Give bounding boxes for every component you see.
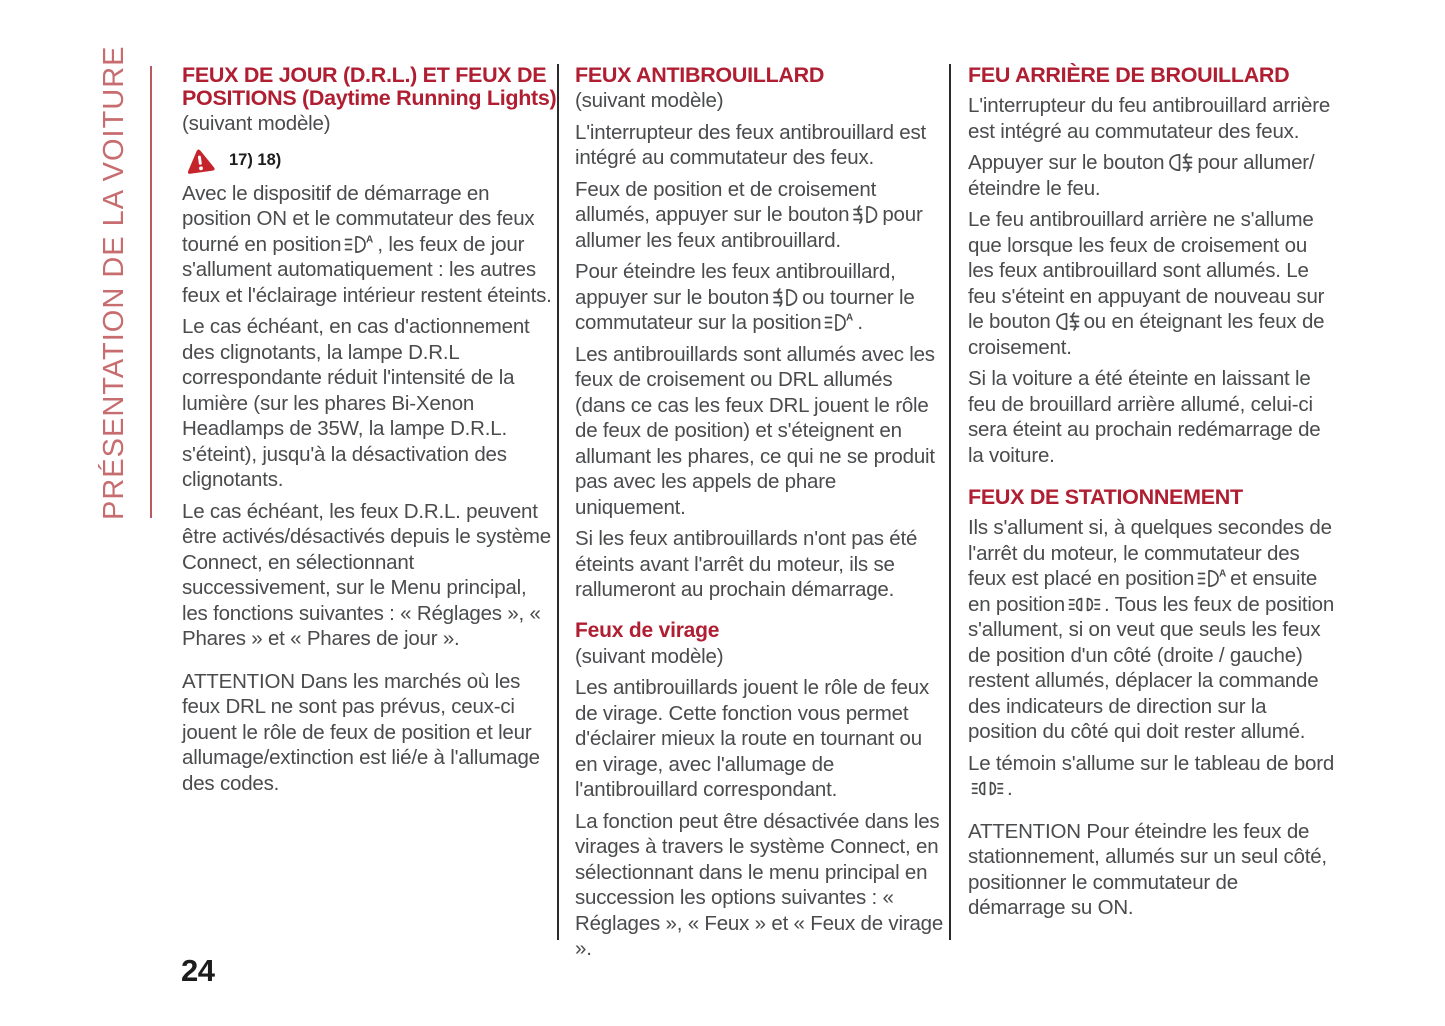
svg-text:A: A — [366, 234, 374, 245]
front-fog-icon — [852, 204, 879, 225]
sub-section-heading: Feux de virage — [575, 618, 720, 642]
section-heading-line: FEUX ANTIBROUILLARD — [575, 63, 825, 87]
paragraph: Les antibrouillards jouent le rôle de feux de virage. Cette fonction vous permet d'éclairer mieux la route en tournant ou en virage, avec l'allumage de l'antibrouillard correspondant. — [575, 676, 929, 801]
paragraph: ATTENTION Pour éteindre les feux de stationnement, allumés sur un seul côté, positionner le commutateur de démarrage su ON. — [968, 819, 1327, 919]
rear-fog-icon — [1054, 311, 1081, 332]
parking-lights-icon — [1068, 594, 1101, 615]
auto-headlight-icon — [824, 312, 854, 333]
paragraph: Avec le dispositif de démarrage en position ON et le commutateur des feux tourné en position A , les feux de jour s'allument automatiquement : les autres feux et l'éclairage intérieur restent éteints. — [182, 181, 552, 307]
svg-text:A: A — [1219, 568, 1227, 580]
auto-headlight-icon — [1197, 568, 1227, 589]
section-heading — [182, 63, 557, 110]
rear-fog-icon — [1167, 152, 1194, 173]
section-heading-line: FEUX DE JOUR (D.R.L.) ET FEUX DE — [182, 63, 547, 87]
column-divider-2 — [949, 64, 951, 940]
paragraph: Le cas échéant, en cas d'actionnement des clignotants, la lampe D.R.L correspondante réduit l'intensité de la lumière (sur les phares Bi-Xenon Headlamps de 35W, la lampe D.R.L. s'éteint), jusqu'à la désactivation des clignotants. — [182, 315, 530, 491]
section-heading — [968, 64, 1336, 87]
svg-text:A: A — [846, 312, 854, 324]
paragraph: Les antibrouillards sont allumés avec les feux de croisement ou DRL allumés (dans ce cas les feux DRL jouent le rôle de feux de position) et s'éteignent en allumant les phares, ce qui ne se produit pas avec les appels de phare uniquement. — [575, 342, 935, 519]
paragraph: L'interrupteur des feux antibrouillard est intégré au commutateur des feux. — [575, 120, 927, 169]
warning-references: 17) 18) — [229, 151, 282, 170]
paragraph: ATTENTION Dans les marchés où les feux DRL ne sont pas prévus, ceux-ci jouent le rôle de feux de position et leur allumage/extinction est lié/e à l'allumage des codes. — [182, 669, 540, 795]
section-heading-line: FEUX DE STATIONNEMENT — [968, 485, 1243, 509]
section-heading — [575, 64, 947, 87]
paragraph: Le témoin s'allume sur le tableau de bord. — [968, 751, 1335, 800]
section-heading-line: POSITIONS (Daytime Running Lights) — [182, 86, 557, 110]
text-column-2 — [575, 64, 947, 962]
front-fog-icon — [772, 287, 799, 308]
paragraph: Appuyer sur le bouton pour allumer/éteindre le feu. — [968, 151, 1315, 200]
paragraph: Si les feux antibrouillards n'ont pas été éteints avant l'arrêt du moteur, ils se rallumeront au prochain démarrage. — [575, 527, 918, 601]
parking-lights-icon — [971, 778, 1004, 799]
paragraph: L'interrupteur du feu antibrouillard arrière est intégré au commutateur des feux. — [968, 94, 1331, 143]
paragraph: Pour éteindre les feux antibrouillard, appuyer sur le bouton ou tourner le commutateur sur la position A . — [575, 260, 915, 334]
paragraph: La fonction peut être désactivée dans les virages à travers le système Connect, en sélectionnant dans le menu principal en succession les options suivantes : « Réglages », « Feux » et « Feux de virage ». — [575, 809, 944, 960]
column-divider-1 — [557, 64, 559, 940]
model-variant-note: (suivant modèle) — [575, 644, 724, 668]
text-column-3 — [968, 64, 1336, 921]
warning-row — [182, 148, 554, 175]
model-variant-note: (suivant modèle) — [182, 112, 331, 135]
paragraph: Feux de position et de croisement allumés, appuyer sur le bouton pour allumer les feux antibrouillard. — [575, 177, 923, 252]
section-heading — [968, 486, 1336, 509]
warning-icon — [185, 148, 215, 175]
model-variant-note: (suivant modèle) — [575, 89, 724, 112]
chapter-title: PRÉSENTATION DE LA VOITURE — [98, 45, 130, 520]
sidebar-rule — [150, 66, 152, 518]
section-heading-line: FEU ARRIÈRE DE BROUILLARD — [968, 63, 1290, 87]
paragraph: Ils s'allument si, à quelques secondes de l'arrêt du moteur, le commutateur des feux est placé en position A et ensuite en position . Tous les feux de position s'allument, si on veut que seuls les feux de position d'un côté (droite / gauche) restent allumés, déplacer la commande des indicateurs de direction sur la position du côté qui doit rester allumé. — [968, 516, 1335, 743]
paragraph: Le feu antibrouillard arrière ne s'allume que lorsque les feux de croisement ou les feux antibrouillard sont allumés. Le feu s'éteint en appuyant de nouveau sur le bouton ou en éteignant les feux de croisement. — [968, 208, 1325, 359]
paragraph: Le cas échéant, les feux D.R.L. peuvent être activés/désactivés depuis le système Connect, en sélectionnant successivement, sur le Menu principal, les fonctions suivantes : « Réglages », « Phares » et « Phares de jour ». — [182, 499, 551, 650]
auto-headlight-icon — [344, 234, 374, 255]
paragraph: Si la voiture a été éteinte en laissant le feu de brouillard arrière allumé, celui-ci sera éteint au prochain redémarrage de la voiture. — [968, 367, 1321, 467]
text-column-1 — [182, 63, 557, 796]
page-number: 24 — [181, 953, 215, 988]
